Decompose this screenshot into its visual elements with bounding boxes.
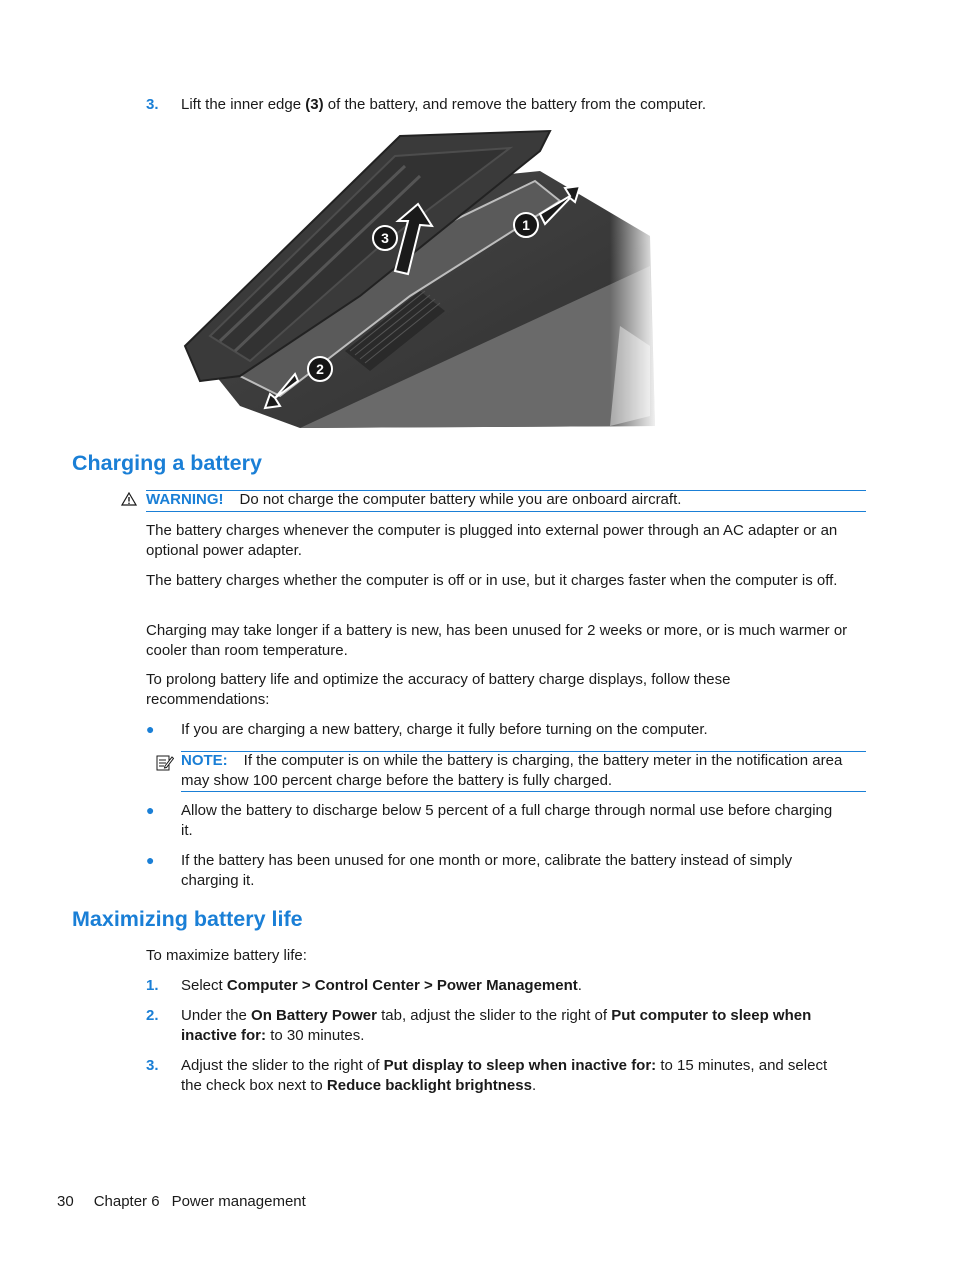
warning-text: Do not charge the computer battery while you are onboard aircraft.: [239, 491, 682, 508]
svg-text:1: 1: [522, 217, 530, 233]
bullet-icon: ●: [146, 802, 155, 818]
note-text: If the computer is on while the battery is charging, the battery meter in the notification area may show 100 percent charge before the battery is fully charged.: [181, 752, 843, 789]
step-text: Under the On Battery Power tab, adjust the slider to the right of Put computer to sleep when inactive for: to 30 minutes.: [181, 1007, 812, 1044]
chapter-title: Power management: [171, 1193, 306, 1210]
step-number: 1.: [146, 977, 159, 994]
note-label: NOTE:: [181, 752, 228, 769]
page-number: 30: [57, 1193, 74, 1210]
svg-text:3: 3: [381, 230, 389, 246]
paragraph: To prolong battery life and optimize the accuracy of battery charge displays, follow these recommendations:: [146, 671, 731, 708]
list-item: If the battery has been unused for one month or more, calibrate the battery instead of simply charging it.: [181, 852, 793, 889]
step-number: 3.: [146, 1057, 159, 1074]
list-item: Allow the battery to discharge below 5 percent of a full charge through normal use before charging it.: [181, 802, 833, 839]
note-box: [181, 751, 866, 790]
page-footer: [57, 1192, 306, 1212]
warning-box: [146, 490, 866, 510]
step-number: 3.: [146, 96, 159, 113]
paragraph: Charging may take longer if a battery is new, has been unused for 2 weeks or more, or is much warmer or cooler than room temperature.: [146, 622, 848, 659]
callout-3: [373, 226, 397, 250]
section-heading-charging: Charging a battery: [72, 451, 262, 475]
step-text: Select Computer > Control Center > Power Management.: [181, 977, 582, 994]
step-text: Lift the inner edge (3) of the battery, and remove the battery from the computer.: [181, 96, 707, 113]
note-bottom-rule: [181, 791, 866, 792]
note-icon: [156, 754, 174, 771]
paragraph: To maximize battery life:: [146, 947, 307, 964]
warning-label: WARNING!: [146, 491, 224, 508]
chapter-label: Chapter 6: [93, 1193, 160, 1210]
bullet-icon: ●: [146, 852, 155, 868]
paragraph: The battery charges whenever the computer is plugged into external power through an AC adapter or an optional power adapter.: [146, 522, 838, 559]
bullet-icon: ●: [146, 721, 155, 737]
step-number: 2.: [146, 1007, 159, 1024]
battery-removal-figure: [180, 126, 660, 428]
step-text: Adjust the slider to the right of Put display to sleep when inactive for: to 15 minutes, and select the check box next to Reduce backlight brightness.: [181, 1057, 828, 1094]
section-heading-maximizing: Maximizing battery life: [72, 907, 303, 931]
svg-text:2: 2: [316, 361, 324, 377]
callout-1: [514, 213, 538, 237]
warning-bottom-rule: [146, 511, 866, 512]
paragraph: The battery charges whether the computer is off or in use, but it charges faster when the computer is off.: [146, 572, 838, 589]
list-item: If you are charging a new battery, charge it fully before turning on the computer.: [181, 721, 708, 738]
warning-icon: [121, 492, 137, 506]
callout-2: [308, 357, 332, 381]
